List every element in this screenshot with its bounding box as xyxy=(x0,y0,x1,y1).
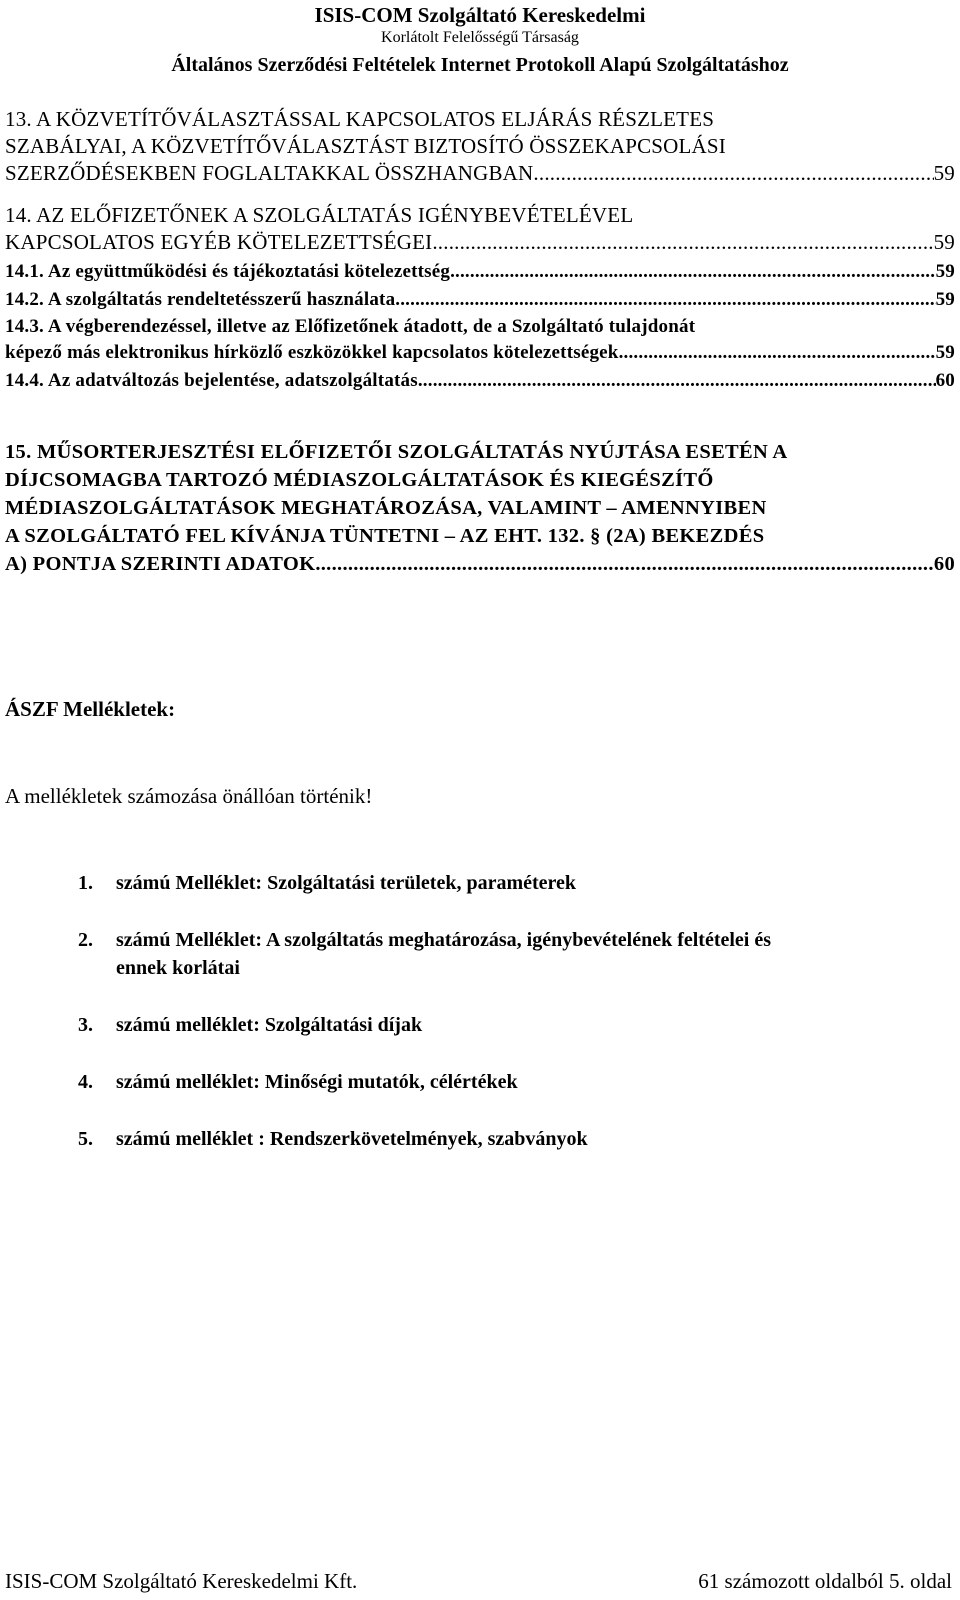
annex-number: 4. xyxy=(78,1071,93,1093)
annex-number: 5. xyxy=(78,1128,93,1150)
toc-leader-dots xyxy=(418,368,936,394)
annex-number: 3. xyxy=(78,1014,93,1036)
toc-entry-14-4-text: 14.4. Az adatváltozás bejelentése, adatszolgáltatás xyxy=(5,370,418,391)
toc-entry-15-line2: DÍJCSOMAGBA TARTOZÓ MÉDIASZOLGÁLTATÁSOK ÉS KIEGÉSZÍTŐ xyxy=(5,469,714,491)
toc-page-number: 60 xyxy=(935,370,955,391)
annex-text-continuation: ennek korlátai xyxy=(116,957,240,979)
toc-entry-14-line2: KAPCSOLATOS EGYÉB KÖTELEZETTSÉGEI xyxy=(5,230,433,254)
toc-entry-13-line1: 13. A KÖZVETÍTŐVÁLASZTÁSSAL KAPCSOLATOS ELJÁRÁS RÉSZLETES xyxy=(5,107,715,131)
toc-entry-14-1[interactable] xyxy=(5,259,955,285)
toc-entry-14-4[interactable] xyxy=(5,368,955,394)
annex-text: számú melléklet : Rendszerkövetelmények, szabványok xyxy=(116,1128,588,1150)
toc-entry-14-1-text: 14.1. Az együttműködési és tájékoztatási kötelezettség xyxy=(5,261,451,282)
annex-text: számú Melléklet: A szolgáltatás meghatározása, igénybevételének feltételei és xyxy=(116,929,772,951)
toc-entry-15[interactable] xyxy=(5,438,955,578)
header-company-type: Korlátolt Felelősségű Társaság xyxy=(381,29,579,46)
toc-entry-14-3-line2: képező más elektronikus hírközlő eszközökkel kapcsolatos kötelezettségek xyxy=(5,342,619,363)
annex-item xyxy=(78,1125,938,1153)
annex-number: 1. xyxy=(78,872,93,894)
toc-entry-14-line1: 14. AZ ELŐFIZETŐNEK A SZOLGÁLTATÁS IGÉNYBEVÉTELÉVEL xyxy=(5,203,634,227)
annex-item xyxy=(78,926,938,982)
toc-leader-dots xyxy=(619,340,936,366)
toc-page-number: 59 xyxy=(935,261,955,282)
header-company: ISIS-COM Szolgáltató Kereskedelmi xyxy=(314,3,646,27)
annex-text: számú melléklet: Minőségi mutatók, célértékek xyxy=(116,1071,518,1093)
toc-entry-13-line2: SZABÁLYAI, A KÖZVETÍTŐVÁLASZTÁST BIZTOSÍTÓ ÖSSZEKAPCSOLÁSI xyxy=(5,134,726,158)
toc-entry-14-2-text: 14.2. A szolgáltatás rendeltetésszerű használata xyxy=(5,289,396,310)
toc-entry-14-2[interactable] xyxy=(5,287,955,313)
toc-page-number: 59 xyxy=(933,230,955,254)
annexes-title: ÁSZF Mellékletek: xyxy=(5,697,176,721)
toc-entry-14[interactable] xyxy=(5,202,955,256)
toc-entry-14-3[interactable] xyxy=(5,314,955,366)
annex-text: számú melléklet: Szolgáltatási díjak xyxy=(116,1014,423,1036)
annex-item xyxy=(78,1068,938,1096)
annex-text: számú Melléklet: Szolgáltatási területek, paraméterek xyxy=(116,872,577,894)
toc-leader-dots xyxy=(395,287,935,313)
toc-page-number: 59 xyxy=(933,161,955,185)
toc-leader-dots xyxy=(321,550,934,578)
footer-company: ISIS-COM Szolgáltató Kereskedelmi Kft. xyxy=(5,1569,358,1593)
annex-item xyxy=(78,1011,938,1039)
footer-page-info: 61 számozott oldalból 5. oldal xyxy=(698,1569,952,1593)
annex-number: 2. xyxy=(78,929,93,951)
toc-entry-15-line5: A) PONTJA SZERINTI ADATOK. xyxy=(5,553,321,575)
toc-page-number: 59 xyxy=(935,342,955,363)
annex-item xyxy=(78,869,938,897)
toc-leader-dots xyxy=(432,229,933,256)
toc-page-number: 59 xyxy=(935,289,955,310)
toc-entry-14-3-line1: 14.3. A végberendezéssel, illetve az Előfizetőnek átadott, de a Szolgáltató tulajdonát xyxy=(5,316,696,337)
toc-entry-13[interactable] xyxy=(5,106,955,187)
header-doc-title: Általános Szerződési Feltételek Internet Protokoll Alapú Szolgáltatáshoz xyxy=(171,54,789,76)
annexes-note: A mellékletek számozása önállóan történik! xyxy=(5,784,373,808)
toc-entry-15-line1: 15. MŰSORTERJESZTÉSI ELŐFIZETŐI SZOLGÁLTATÁS NYÚJTÁSA ESETÉN A xyxy=(5,441,788,463)
toc-entry-15-line4: A SZOLGÁLTATÓ FEL KÍVÁNJA TÜNTETNI – AZ EHT. 132. § (2A) BEKEZDÉS xyxy=(5,525,765,547)
toc-entry-13-line3: SZERZŐDÉSEKBEN FOGLALTAKKAL ÖSSZHANGBAN xyxy=(5,161,534,185)
toc-page-number: 60 xyxy=(933,553,955,575)
toc-leader-dots xyxy=(533,160,933,187)
toc-leader-dots xyxy=(450,259,936,285)
toc-entry-15-line3: MÉDIASZOLGÁLTATÁSOK MEGHATÁROZÁSA, VALAMINT – AMENNYIBEN xyxy=(5,497,767,519)
